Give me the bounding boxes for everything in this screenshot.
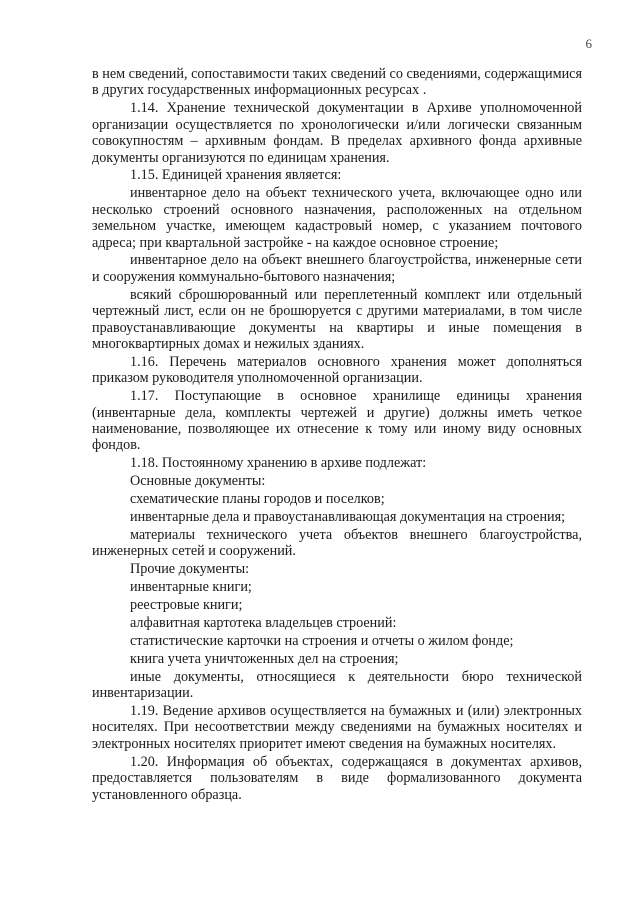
list-heading: Прочие документы: xyxy=(130,561,250,578)
paragraph-1-17: 1.17. Поступающие в основное хранилище единицы хранения (инвентарные дела, комплекты чертежей и другие) должны иметь четкое наименование, позволяющее их отнесение к тому или иному виду основных фондов. xyxy=(92,388,582,454)
paragraph-continuation: в нем сведений, сопоставимости таких сведений со сведениями, содержащимися в других государственных информационных ресурсах . xyxy=(92,66,582,99)
list-item: алфавитная картотека владельцев строений: xyxy=(130,615,397,631)
page-number: 6 xyxy=(585,36,592,51)
list-item: инвентарное дело на объект технического учета, включающее одно или несколько строений основного назначения, расположенных на отдельном земельном участке, имеющем кадастровый номер, с указанием почтового адреса; при квартальной застройке - на каждое основное строение; xyxy=(92,185,582,251)
list-item: инвентарное дело на объект внешнего благоустройства, инженерные сети и сооружения коммунально-бытового назначения; xyxy=(92,252,582,285)
list-item: книга учета уничтоженных дел на строения; xyxy=(130,650,399,667)
paragraph-1-18: 1.18. Постоянному хранению в архиве подлежат: xyxy=(130,455,427,472)
list-item: схематические планы городов и поселков; xyxy=(130,491,385,508)
list-item: инвентарные книги; xyxy=(130,579,252,596)
list-item: материалы технического учета объектов внешнего благоустройства, инженерных сетей и сооружений. xyxy=(92,526,582,560)
paragraph-1-14: 1.14. Хранение технической документации в Архиве уполномоченной организации осуществляется по хронологически и/или логически связанным совокупностям – архивным фондам. В пределах архивного фонда архивные документы организуются по единицам хранения. xyxy=(92,100,582,166)
paragraph-1-15: 1.15. Единицей хранения является: xyxy=(130,167,342,184)
list-item: инвентарные дела и правоустанавливающая документация на строения; xyxy=(130,509,566,526)
list-item: иные документы, относящиеся к деятельности бюро технической инвентаризации. xyxy=(92,668,582,702)
list-item: всякий сброшюрованный или переплетенный комплект или отдельный чертежный лист, если он не брошюруется с другими материалами, в том числе правоустанавливающие документы на квартиры и иные помещения в многоквартирных домах и нежилых зданиях. xyxy=(92,286,582,352)
document-body xyxy=(92,66,582,804)
list-item: реестровые книги; xyxy=(130,597,243,614)
list-heading: Основные документы: xyxy=(130,473,266,490)
list-item: статистические карточки на строения и отчеты о жилом фонде; xyxy=(130,632,514,649)
paragraph-1-20: 1.20. Информация об объектах, содержащаяся в документах архивов, предоставляется пользователям в виде формализованного документа установленного образца. xyxy=(92,753,582,803)
paragraph-1-16: 1.16. Перечень материалов основного хранения может дополняться приказом руководителя уполномоченной организации. xyxy=(92,353,582,387)
paragraph-1-19: 1.19. Ведение архивов осуществляется на бумажных и (или) электронных носителях. При несоответствии между сведениями на бумажных носителях и электронных носителях приоритет имеют сведения на бумажных носителях. xyxy=(92,703,582,752)
